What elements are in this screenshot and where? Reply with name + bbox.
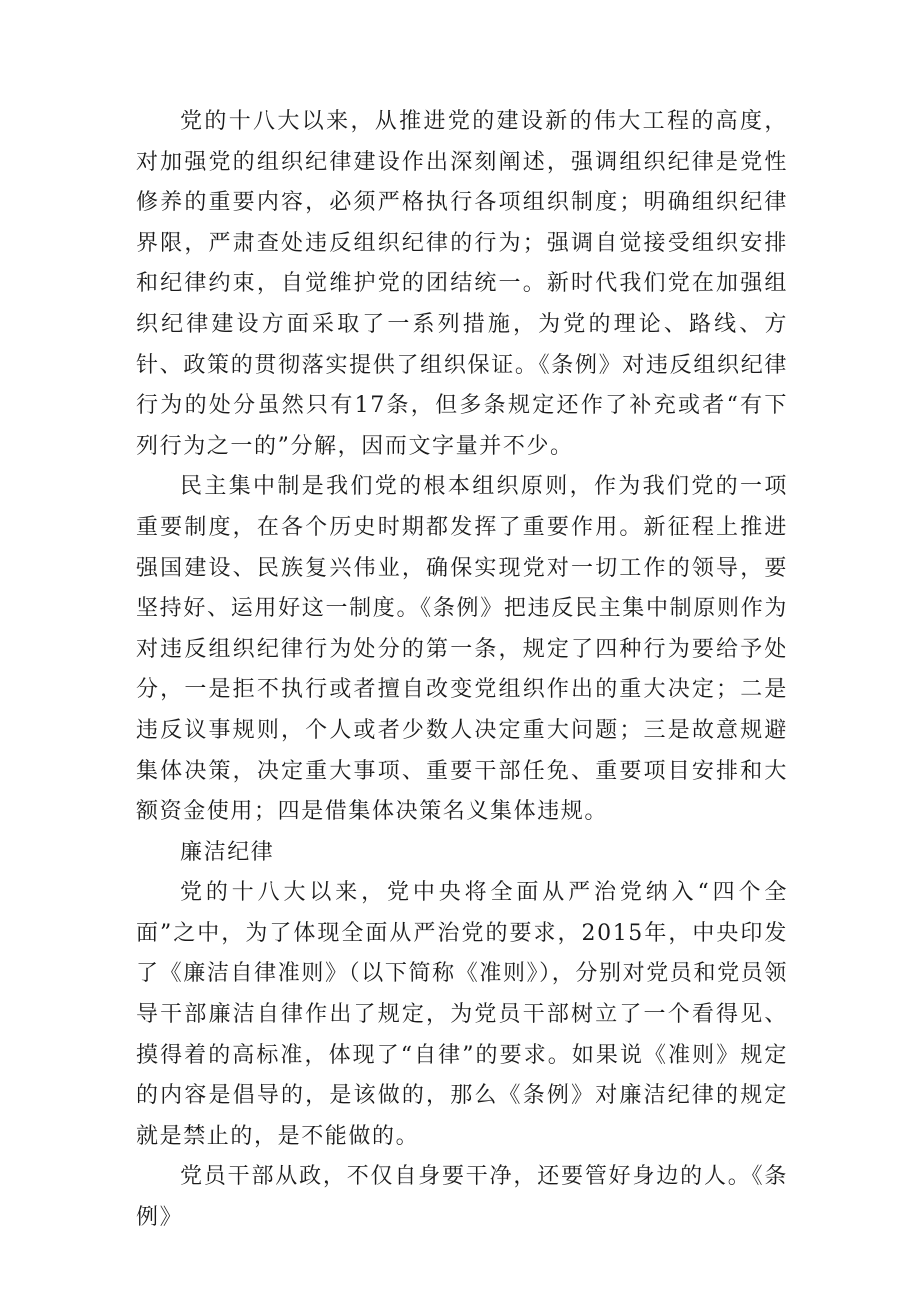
section-heading-integrity-discipline: 廉洁纪律 [180, 839, 275, 865]
paragraph-democratic-centralism: 民主集中制是我们党的根本组织原则，作为我们党的一项重要制度，在各个历史时期都发挥了重要作用。新征程上推进强国建设、民族复兴伟业，确保实现党对一切工作的领导，要坚持好、运用好这一制度。《条例》把违反民主集中制原则作为对违反组织纪律行为处分的第一条，规定了四种行为要给予处分，一是拒不执行或者擅自改变党组织作出的重大决定；二是违反议事规则，个人或者少数人决定重大问题；三是故意规避集体决策，决定重大事项、重要干部任免、重要项目安排和大额资金使用；四是借集体决策名义集体违规。 [136, 474, 788, 825]
paragraph-manage-surroundings: 党员干部从政，不仅自身要干净，还要管好身边的人。《条例》 [136, 1164, 788, 1231]
paragraph-integrity-self-discipline: 党的十八大以来，党中央将全面从严治党纳入“四个全面”之中，为了体现全面从严治党的要求，2015年，中央印发了《廉洁自律准则》（以下简称《准则》），分别对党员和党员领导干部廉洁自律作出了规定，为党员干部树立了一个看得见、摸得着的高标准，体现了“自律”的要求。如果说《准则》规定的内容是倡导的，是该做的，那么《条例》对廉洁纪律的规定就是禁止的，是不能做的。 [136, 880, 788, 1149]
document-body [136, 102, 788, 1239]
paragraph-organizational-discipline: 党的十八大以来，从推进党的建设新的伟大工程的高度，对加强党的组织纪律建设作出深刻阐述，强调组织纪律是党性修养的重要内容，必须严格执行各项组织制度；明确组织纪律界限，严肃查处违反组织纪律的行为；强调自觉接受组织安排和纪律约束，自觉维护党的团结统一。新时代我们党在加强组织纪律建设方面采取了一系列措施，为党的理论、路线、方针、政策的贯彻落实提供了组织保证。《条例》对违反组织纪律行为的处分虽然只有17条，但多条规定还作了补充或者“有下列行为之一的”分解，因而文字量并不少。 [136, 109, 788, 459]
